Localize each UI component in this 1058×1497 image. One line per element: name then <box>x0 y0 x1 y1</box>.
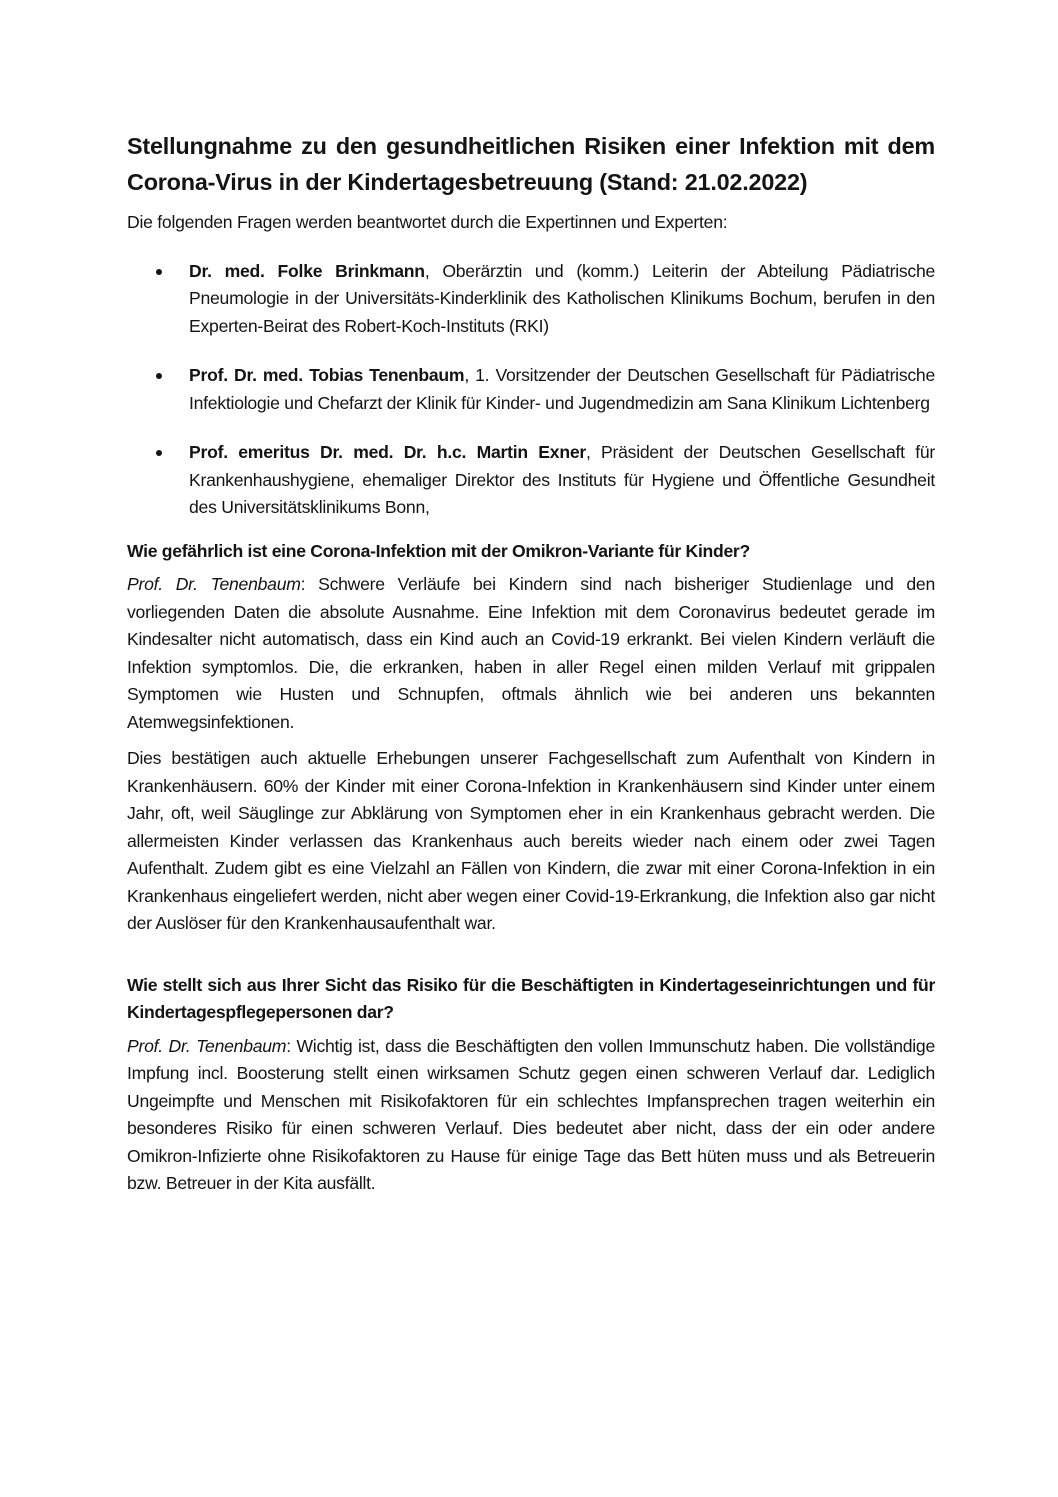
expert-name: Dr. med. Folke Brinkmann <box>189 260 425 281</box>
answer-text: : Wichtig ist, dass die Beschäftigten den vollen Immunschutz haben. Die vollständige Impfung incl. Boosterung stellt einen wirksamen Schutz gegen einen schweren Verlauf dar. Lediglich Ungeimpfte und Menschen mit Risikofaktoren für ein schlechtes Impfansprechen tragen weiterhin ein besonderes Risiko für einen schweren Verlauf. Dies bedeutet aber nicht, dass der ein oder andere Omikron-Infizierte ohne Risikofaktoren zu Hause für einige Tage das Bett hüten muss und als Betreuerin bzw. Betreuer in der Kita ausfällt. <box>127 1035 935 1193</box>
document-page <box>127 128 935 1207</box>
list-item <box>127 439 935 522</box>
question-heading: Wie stellt sich aus Ihrer Sicht das Risiko für die Beschäftigten in Kindertageseinrichtungen und für Kindertagespflegepersonen dar? <box>127 974 935 1022</box>
expert-description: , Präsident der Deutschen Gesellschaft für Krankenhaushygiene, ehemaliger Direktor des Instituts für Hygiene und Öffentliche Gesundheit des Universitätsklinikums Bonn, <box>189 442 935 517</box>
answer-paragraph <box>127 571 935 736</box>
list-item <box>127 258 935 341</box>
expert-name: Prof. emeritus Dr. med. Dr. h.c. Martin Exner <box>189 442 586 462</box>
expert-description: , Oberärztin und (komm.) Leiterin der Abteilung Pädiatrische Pneumologie in der Universitäts-Kinderklinik des Katholischen Klinikums Bochum, berufen in den Experten-Beirat des Robert-Koch-Instituts (RKI) <box>189 260 936 336</box>
answer-text: : Schwere Verläufe bei Kindern sind nach bisheriger Studienlage und den vorliegenden Daten die absolute Ausnahme. Eine Infektion mit dem Coronavirus bedeutet gerade im Kindesalter nicht automatisch, dass ein Kind auch an Covid-19 erkrankt. Bei vielen Kindern verläuft die Infektion symptomlos. Die, die erkranken, haben in aller Regel einen milden Verlauf mit grippalen Symptomen wie Husten und Schnupfen, oftmals ähnlich wie bei anderen uns bekannten Atemwegsinfektionen. <box>127 574 935 732</box>
speaker-name: Prof. Dr. Tenenbaum <box>127 1035 287 1056</box>
expert-name: Prof. Dr. med. Tobias Tenenbaum <box>189 365 465 385</box>
body-paragraph: Dies bestätigen auch aktuelle Erhebungen unserer Fachgesellschaft zum Aufenthalt von Kindern in Krankenhäusern. 60% der Kinder mit einer Corona-Infektion in Krankenhäusern sind Kinder unter einem Jahr, oft, weil Säuglinge zur Abklärung von Symptomen eher in ein Krankenhaus gebracht werden. Die allermeisten Kinder verlassen das Krankenhaus auch bereits wieder nach einem oder zwei Tagen Aufenthalt. Zudem gibt es eine Vielzahl an Fällen von Kindern, die zwar mit einer Corona-Infektion in ein Krankenhaus eingeliefert werden, nicht aber wegen einer Covid-19-Erkrankung, die Infektion also gar nicht der Auslöser für den Krankenhausaufenthalt war. <box>127 748 935 933</box>
expert-description: , 1. Vorsitzender der Deutschen Gesellschaft für Pädiatrische Infektiologie und Chefarzt der Klinik für Kinder- und Jugendmedizin am Sana Klinikum Lichtenberg <box>189 365 935 413</box>
question-heading: Wie gefährlich ist eine Corona-Infektion mit der Omikron-Variante für Kinder? <box>127 540 750 561</box>
bullet-icon <box>156 269 162 275</box>
intro-text: Die folgenden Fragen werden beantwortet durch die Expertinnen und Experten: <box>127 212 728 232</box>
answer-paragraph <box>127 1033 935 1198</box>
speaker-name: Prof. Dr. Tenenbaum <box>127 574 301 594</box>
list-item <box>127 362 935 417</box>
bullet-icon <box>156 373 162 379</box>
expert-list <box>127 258 935 522</box>
document-title: Stellungnahme zu den gesundheitlichen Risiken einer Infektion mit dem Corona-Virus in der Kindertagesbetreuung (Stand: 21.02.2022) <box>127 133 935 195</box>
bullet-icon <box>156 450 162 456</box>
